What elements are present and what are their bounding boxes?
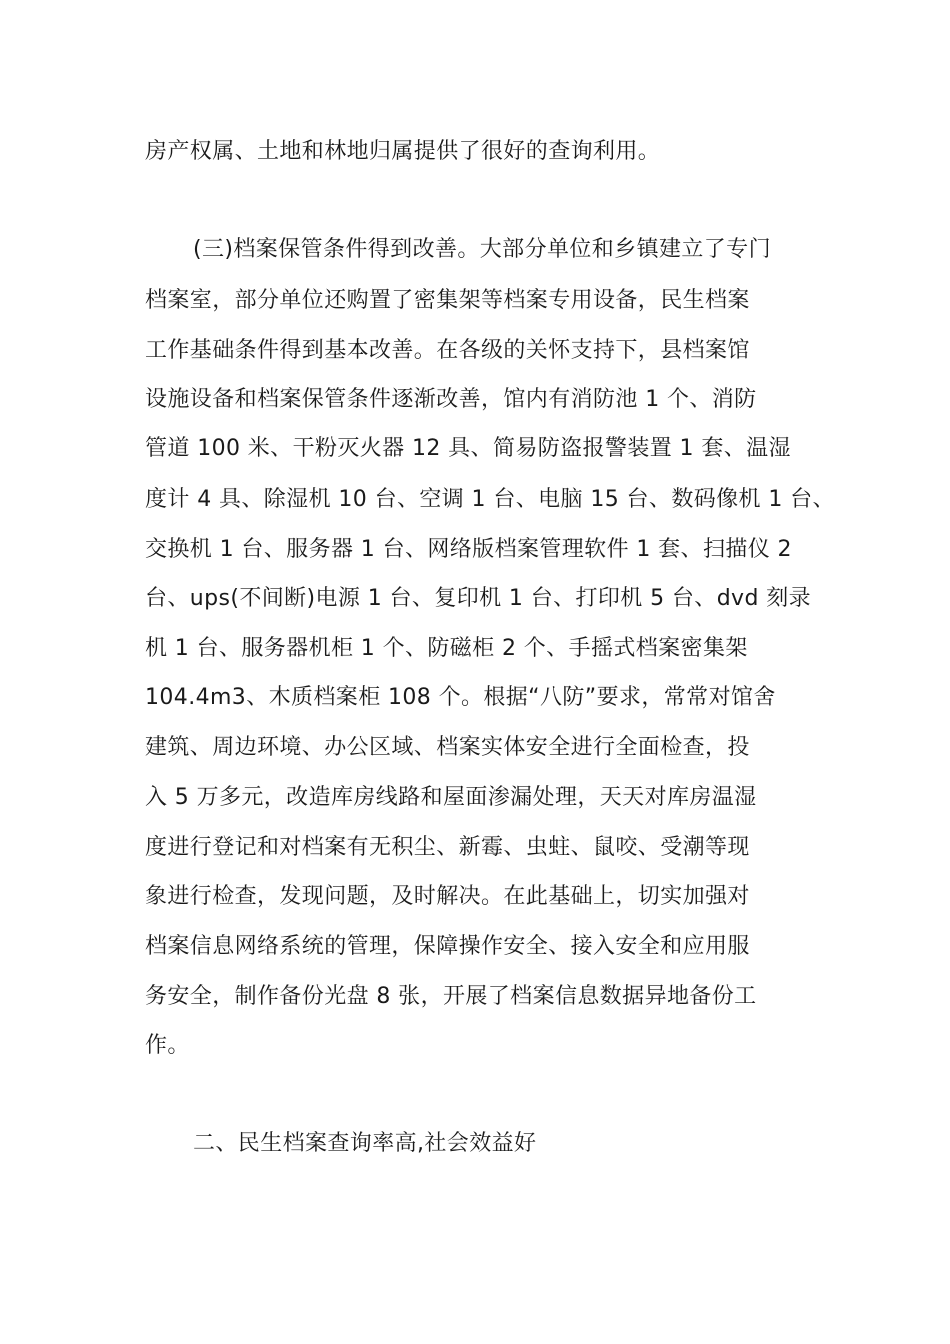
- paragraph-line: 工作基础条件得到基本改善。在各级的关怀支持下，县档案馆: [145, 338, 750, 363]
- paragraph-line: 档案信息网络系统的管理，保障操作安全、接入安全和应用服: [145, 934, 750, 959]
- paragraph-line: 度计 4 具、除湿机 10 台、空调 1 台、电脑 15 台、数码像机 1 台、: [145, 487, 835, 512]
- paragraph-line: 交换机 1 台、服务器 1 台、网络版档案管理软件 1 套、扫描仪 2: [145, 537, 792, 562]
- paragraph-line: 建筑、周边环境、办公区域、档案实体安全进行全面检查，投: [145, 735, 750, 760]
- paragraph-line: 台、ups(不间断)电源 1 台、复印机 1 台、打印机 5 台、dvd 刻录: [145, 586, 812, 611]
- paragraph-line: (三)档案保管条件得到改善。大部分单位和乡镇建立了专门: [193, 237, 771, 262]
- paragraph-line: 设施设备和档案保管条件逐渐改善，馆内有消防池 1 个、消防: [145, 387, 757, 412]
- paragraph-line: 度进行登记和对档案有无积尘、新霉、虫蛀、鼠咬、受潮等现: [145, 835, 750, 860]
- paragraph-line: 入 5 万多元，改造库房线路和屋面渗漏处理，天天对库房温湿: [145, 785, 757, 810]
- paragraph-line: 务安全，制作备份光盘 8 张，开展了档案信息数据异地备份工: [145, 984, 757, 1009]
- paragraph-line: 作。: [145, 1033, 190, 1058]
- paragraph-line: 104.4m3、木质档案柜 108 个。根据“八防”要求，常常对馆舍: [145, 685, 776, 710]
- section-heading: 二、民生档案查询率高,社会效益好: [193, 1131, 537, 1156]
- paragraph-line: 房产权属、土地和林地归属提供了很好的查询利用。: [145, 139, 661, 164]
- paragraph-line: 象进行检查，发现问题，及时解决。在此基础上，切实加强对: [145, 884, 750, 909]
- paragraph-line: 机 1 台、服务器机柜 1 个、防磁柜 2 个、手摇式档案密集架: [145, 636, 748, 661]
- paragraph-line: 管道 100 米、干粉灭火器 12 具、简易防盗报警装置 1 套、温湿: [145, 436, 791, 461]
- paragraph-line: 档案室，部分单位还购置了密集架等档案专用设备，民生档案: [145, 288, 750, 313]
